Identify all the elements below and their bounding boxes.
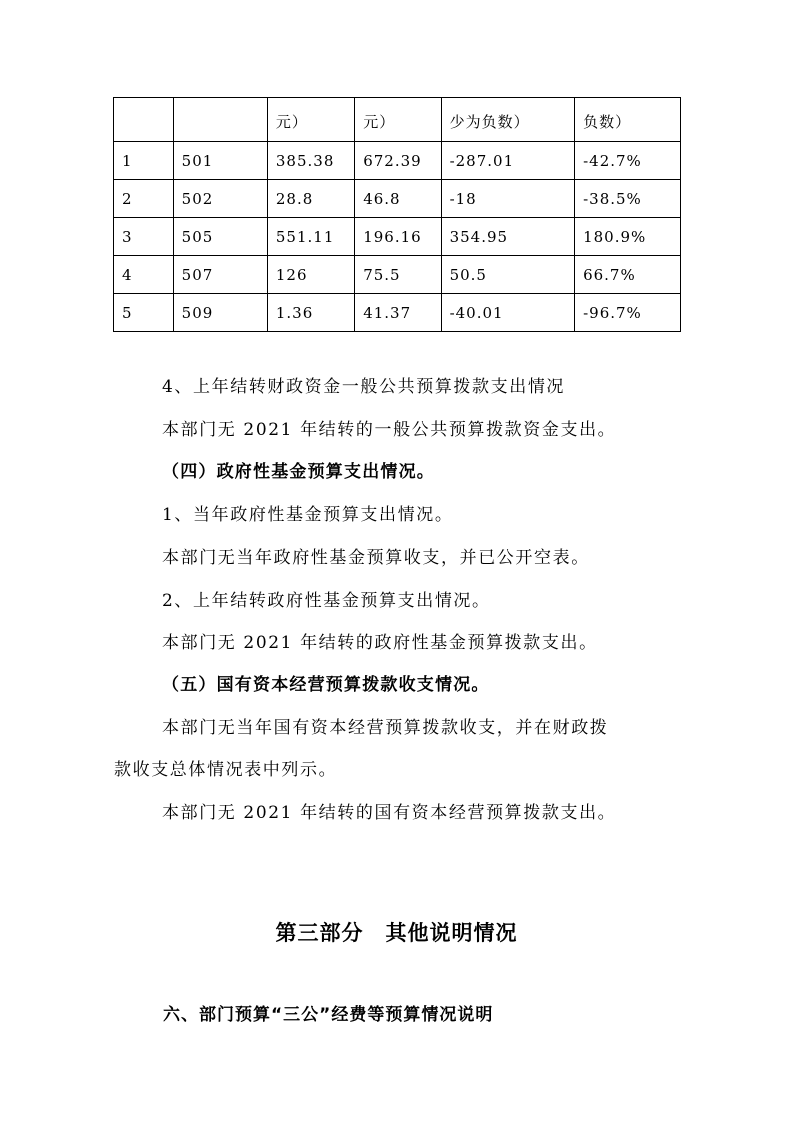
table-row [114,218,681,256]
table-row [114,256,681,294]
table-row [114,294,681,332]
table-row [114,142,681,180]
paragraph-no-carryover-government-fund: 本部门无 2021 年结转的政府性基金预算拨款支出。 [162,633,598,653]
table-cell: 672.39 [355,142,441,180]
expenditure-table [113,97,681,332]
table-cell: 46.8 [355,180,441,218]
table-cell: 509 [173,294,267,332]
table-cell: -40.01 [441,294,575,332]
section-heading-government-fund: （四）政府性基金预算支出情况。 [162,462,435,482]
table-cell: 75.5 [355,256,441,294]
table-cell: 1.36 [267,294,354,332]
table-cell: 507 [173,256,267,294]
table-cell: 354.95 [441,218,575,256]
table-cell: -42.7% [575,142,681,180]
table-row [114,180,681,218]
paragraph-no-current-government-fund: 本部门无当年政府性基金预算收支，并已公开空表。 [162,548,590,568]
table-cell: 180.9% [575,218,681,256]
table-cell: 4 [114,256,174,294]
table-cell: 5 [114,294,174,332]
section-six-heading: 六、部门预算“三公”经费等预算情况说明 [163,1005,494,1025]
table-cell: 126 [267,256,354,294]
table-cell: 385.38 [267,142,354,180]
paragraph-no-state-capital-line2: 款收支总体情况表中列示。 [114,760,338,780]
table-cell: 50.5 [441,256,575,294]
paragraph-no-carryover-general: 本部门无 2021 年结转的一般公共预算拨款资金支出。 [162,420,617,440]
paragraph-current-government-fund: 1、当年政府性基金预算支出情况。 [162,505,454,525]
header-cell: 少为负数） [441,98,575,142]
table-cell: 1 [114,142,174,180]
paragraph-carryover-government-fund: 2、上年结转政府性基金预算支出情况。 [162,591,491,611]
table-cell: -38.5% [575,180,681,218]
table-cell: 41.37 [355,294,441,332]
header-cell: 元） [267,98,354,142]
table-header-row [114,98,681,142]
table-cell: 2 [114,180,174,218]
table-cell: 3 [114,218,174,256]
table-cell: 551.11 [267,218,354,256]
header-cell [173,98,267,142]
section-heading-state-capital: （五）国有资本经营预算拨款收支情况。 [162,675,490,695]
table-cell: 501 [173,142,267,180]
header-cell: 元） [355,98,441,142]
table-cell: -18 [441,180,575,218]
table-cell: 66.7% [575,256,681,294]
table-cell: 505 [173,218,267,256]
table-cell: -287.01 [441,142,575,180]
paragraph-no-state-capital-line1: 本部门无当年国有资本经营预算拨款收支，并在财政拨 [162,718,609,738]
table-cell: 196.16 [355,218,441,256]
part-three-heading: 第三部分 其他说明情况 [275,921,518,945]
paragraph-carryover-general: 4、上年结转财政资金一般公共预算拨款支出情况 [162,377,566,397]
table-cell: 28.8 [267,180,354,218]
header-cell: 负数） [575,98,681,142]
header-cell [114,98,174,142]
table-cell: -96.7% [575,294,681,332]
paragraph-no-carryover-state-capital: 本部门无 2021 年结转的国有资本经营预算拨款支出。 [162,803,617,823]
table-cell: 502 [173,180,267,218]
